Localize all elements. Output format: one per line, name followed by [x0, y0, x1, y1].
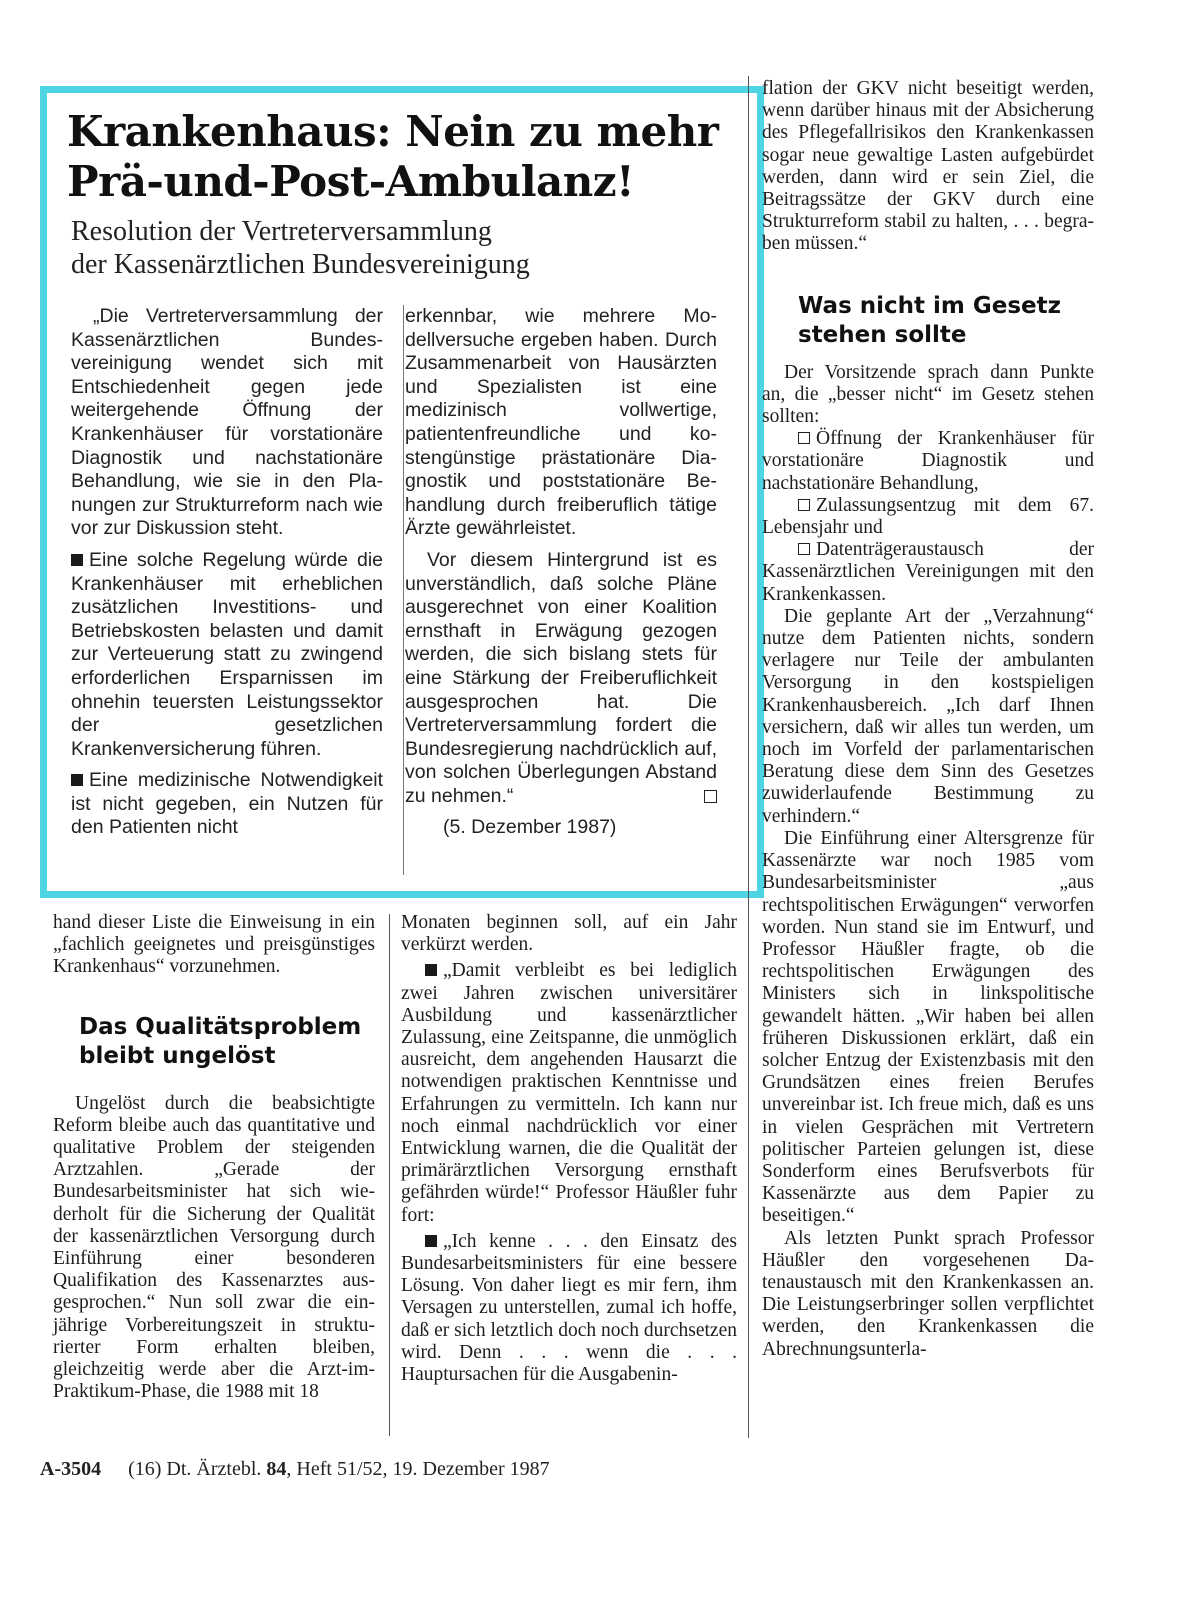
checkbox-square-icon	[798, 543, 810, 555]
left-column	[53, 912, 375, 1403]
right-list-item-3	[762, 539, 1094, 606]
box-col1-p2-text: Eine solche Regelung würde die Krankenhäuser mit erheblichen zusätzlichen Investitions- und Betriebskosten belasten und damit zur Verteuerung statt zu zwingend erforderlichen Ersparnissen im ohnehin teuersten Leistungssektor der gesetzlichen Krankenversicherung führen.	[71, 548, 383, 760]
right-item-2-text: Zulassungsentzug mit dem 67. Lebensjahr und	[762, 494, 1094, 539]
box-title-line-1: Krankenhaus: Nein zu mehr	[67, 107, 719, 156]
heading-quality-line-2: bleibt ungelöst	[79, 1042, 276, 1069]
right-paragraph-3: Die geplante Art der „Verzahnung“ nutze dem Patienten nichts, sondern verlagere nur Teile der ambulanten Versorgung in den kostspieligen Krankenhausbereich. „Ich darf Ihnen versichern, daß wir alles tun werden, um noch im Vorfeld der parlamentarischen Beratung diese dem Sinn des Gesetzes zuwiderlaufende Bestimmung zu verhindern.“	[762, 605, 1094, 827]
citation-suffix: , Heft 51/52, 19. Dezember 1987	[286, 1458, 550, 1480]
page-footer	[40, 1458, 550, 1481]
box-subtitle-line-1: Resolution der Vertreterversammlung	[71, 216, 492, 247]
citation-prefix: (16) Dt. Ärztebl.	[128, 1458, 262, 1480]
end-mark-icon	[704, 790, 717, 803]
middle-p3-text: „Ich kenne . . . den Einsatz des Bundesarbeitsministers für eine bessere Lösung. Von daher liegt es mir fern, ihm Versagen zu unterstellen, zumal ich hoffe, daß er sich letztlich doch noch durchsetzen wird. Denn . . . wenn die . . . Hauptursachen für die Ausgabenin-	[401, 1230, 737, 1386]
section-heading-law	[798, 292, 1094, 350]
box-col2-p2-text: Vor diesem Hintergrund ist es unverständlich, daß solche Pläne ausgerechnet von einer Koalition ernsthaft in Erwägung gezogen werden, die sich bislang stets für eine Stärkung der Freiberuflichkeit ausgesprochen hat. Die Vertreterversammlung fordert die Bundesregierung nachdrücklich auf, von solchen Überlegungen Abstand zu nehmen.“	[405, 548, 717, 807]
right-paragraph-2: Der Vorsitzende sprach dann Punkte an, die „besser nicht“ im Gesetz stehen sollten:	[762, 361, 1094, 428]
middle-paragraph-1: Monaten beginnen soll, auf ein Jahr verkürzt werden.	[401, 912, 737, 956]
section-heading-quality	[79, 1013, 375, 1071]
column-divider-right	[748, 76, 749, 1438]
page-number: A-3504	[40, 1458, 102, 1480]
box-title-line-2: Prä-und-Post-Ambulanz!	[67, 157, 635, 206]
column-divider-left	[389, 914, 390, 1436]
box-col2-paragraph-2	[405, 549, 717, 809]
resolution-box	[40, 86, 764, 898]
box-col1-paragraph-3	[71, 769, 383, 840]
bullet-square-icon	[425, 964, 437, 976]
journal-citation	[128, 1458, 550, 1480]
box-col1-paragraph-2	[71, 549, 383, 761]
right-paragraph-5: Als letzten Punkt sprach Professor Häußler den vorgesehenen Datenaustausch mit den Krankenkassen an. Die Leistungserbringer sollen verpflichtet werden, den Krankenkassen die Abrechnungsunterla-	[762, 1227, 1094, 1360]
box-col1-p3-text: Eine medizinische Notwendigkeit ist nicht gegeben, ein Nutzen für den Patienten nicht	[71, 769, 383, 839]
box-subtitle	[71, 215, 751, 281]
middle-paragraph-3	[401, 1231, 737, 1386]
heading-law-line-1: Was nicht im Gesetz	[798, 292, 1062, 319]
box-column-1	[71, 305, 383, 848]
bullet-square-icon	[71, 774, 83, 786]
heading-law-line-2: stehen sollte	[798, 321, 967, 348]
middle-column	[401, 912, 737, 1386]
citation-volume: 84	[266, 1458, 287, 1480]
right-list-item-2	[762, 495, 1094, 539]
box-title	[67, 107, 747, 207]
right-paragraph-1: flation der GKV nicht beseitigt werden, wenn darüber hinaus mit der Absicherung des Pflegefallrisikos den Krankenkassen sogar neue gewaltige Lasten aufgebürdet werden, dann wird er sein Ziel, die Beitragssätze der GKV durch eine Strukturreform stabil zu halten, . . . begraben müssen.“	[762, 78, 1094, 255]
bullet-square-icon	[425, 1235, 437, 1247]
left-paragraph-2: Ungelöst durch die beabsichtigte Reform bleibe auch das quantitative und qualitative Problem der steigenden Arztzahlen. „Gerade der Bundesarbeitsminister hat sich wiederholt für die Sicherung der Qualität der kassenärztlichen Versorgung durch Einführung einer besonderen Qualifikation des Kassenarztes ausgesprochen.“ Nun soll zwar die einjährige Vorbereitungszeit in strukturierter Form erhalten bleiben, gleichzeitig werde aber die Arzt-im-Praktikum-Phase, die 1988 mit 18	[53, 1092, 375, 1403]
right-column	[762, 78, 1094, 1361]
middle-p2-text: „Damit verbleibt es bei lediglich zwei Jahren zwischen universitärer Ausbildung und kassenärztlicher Zulassung, eine Zeitspanne, die unmöglich ausreicht, dem angehenden Hausarzt die notwendigen praktischen Kenntnisse und Erfahrungen zu vermitteln. Ich kann nur noch einmal nachdrücklich vor einer Entwicklung warnen, die die Qualität der primärärztlichen Versorgung ernsthaft gefährden würde!“ Professor Häußler fuhr fort:	[401, 960, 737, 1226]
box-col1-paragraph-1: „Die Vertreterversammlung der Kassenärztlichen Bundesvereinigung wendet sich mit Entschiedenheit gegen jede weitergehende Öffnung der Krankenhäuser für vorstationäre Diagnostik und nachstationäre Behandlung, wie sie in den Planungen zur Strukturreform nach wie vor zur Diskussion steht.	[71, 305, 383, 540]
right-item-3-text: Datenträgeraustausch der Kassenärztlichen Vereinigungen mit den Krankenkassen.	[762, 539, 1094, 605]
bullet-square-icon	[71, 554, 83, 566]
box-column-2	[405, 305, 717, 840]
left-paragraph-1: hand dieser Liste die Einweisung in ein „fachlich geeignetes und preisgünstiges Krankenhaus“ vorzunehmen.	[53, 912, 375, 978]
heading-quality-line-1: Das Qualitätsproblem	[79, 1013, 362, 1040]
box-col2-paragraph-1: erkennbar, wie mehrere Modellversuche ergeben haben. Durch Zusammenarbeit von Hausärzten und Spezialisten ist eine medizinisch vollwertige, patientenfreundliche und kostengünstige prästationäre Diagnostik und poststationäre Behandlung durch freiberuflich tätige Ärzte gewährleistet.	[405, 305, 717, 540]
right-item-1-text: Öffnung der Krankenhäuser für vorstationäre Diagnostik und nachstationäre Behandlung,	[762, 428, 1094, 494]
middle-paragraph-2	[401, 960, 737, 1226]
box-subtitle-line-2: der Kassenärztlichen Bundesvereinigung	[71, 249, 530, 280]
right-list-item-1	[762, 428, 1094, 495]
box-column-divider	[403, 305, 404, 875]
checkbox-square-icon	[798, 432, 810, 444]
resolution-date: (5. Dezember 1987)	[443, 816, 617, 839]
right-paragraph-4: Die Einführung einer Altersgrenze für Kassenärzte war noch 1985 vom Bundesarbeitsminister „aus rechtspolitischen Erwägungen“ verworfen worden. Nun stand sie im Entwurf, und Professor Häußler fragte, ob die rechtspolitischen Erwägungen des Ministers sich in linkspolitische gewandelt hätten. „Wir haben bei allen früheren Diskussionen erklärt, daß ein solcher Entzug der Existenzbasis mit den Grundsätzen eines freien Berufes unvereinbar ist. Ich freue mich, daß es uns in vielen Gesprächen mit Vertretern politischer Parteien gelungen ist, diese Sonderform eines Berufsverbots für Kassenärzte aus dem Papier zu beseitigen.“	[762, 827, 1094, 1227]
checkbox-square-icon	[798, 499, 810, 511]
